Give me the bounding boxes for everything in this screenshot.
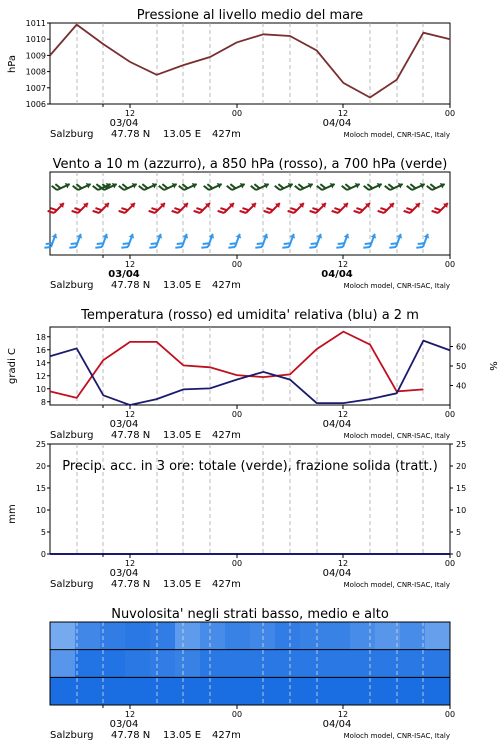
barb-850hpa [264,199,282,217]
barb-feather [282,245,289,250]
barb-feather [416,245,423,250]
barb-850hpa [240,199,258,217]
x-tick-label: 12 [337,710,349,719]
barb-10m [175,232,189,251]
x-tick-label: 00 [444,410,456,419]
y-axis-label-right: % [487,361,498,371]
y-tick-label: 1009 [25,51,46,61]
chart-title: Pressione al livello medio del mare [136,8,364,23]
barb-850hpa [218,199,236,217]
barb-700hpa [317,179,336,194]
location-elevation: 427m [212,579,241,590]
x-tick-label: 00 [231,109,243,118]
cloud-cell-alto [175,622,200,650]
y-tick-label: 10 [35,506,46,515]
y-tick-label: 1010 [25,35,46,45]
location-elevation: 427m [212,280,241,291]
chart-title: Precip. acc. in 3 ore: totale (verde), frazione solida (tratt.) [62,459,438,474]
location-elevation: 427m [212,730,241,741]
x-tick-label: 12 [337,410,349,419]
date-label: 04/04 [322,118,352,129]
barb-10m [44,232,58,251]
y-tick-label-right: 5 [456,528,462,537]
cloud-cell-basso [50,677,75,705]
y-tick-label: 18 [35,332,46,342]
date-label: 03/04 [109,719,139,730]
barb-feather [363,245,370,250]
barb-850hpa [378,199,396,217]
x-tick-label: 00 [444,260,456,269]
location-name: Salzburg [50,280,94,291]
barb-10m [282,232,296,251]
y-tick-label: 1006 [25,100,46,109]
x-tick-label: 12 [337,260,349,269]
barb-700hpa [227,179,246,194]
location-name: Salzburg [50,730,94,741]
cloud-cell-medio [75,650,100,678]
cloud-cell-alto [350,622,375,650]
cloud-cell-basso [375,677,400,705]
y-tick-label: 20 [35,462,46,471]
panel-3 [7,308,498,441]
cloud-cell-medio [150,650,175,678]
barb-10m [228,232,242,251]
barb-feather [336,245,343,250]
barb-feather [309,245,316,250]
temperature-line [50,332,423,398]
cloud-cell-medio [250,650,275,678]
barb-feather [175,245,182,250]
model-credit: Moloch model, CNR-ISAC, Italy [343,282,450,290]
y-axis-label: hPa [7,54,18,74]
barb-feather [228,245,235,250]
barb-10m [363,232,377,251]
cloud-cell-medio [300,650,325,678]
barb-700hpa [385,179,404,194]
panel-frame [50,327,450,405]
cloud-cell-basso [400,677,425,705]
location-lat: 47.78 N [111,129,151,140]
cloud-cell-alto [400,622,425,650]
cloud-cell-basso [225,677,250,705]
barb-10m [149,232,163,251]
barb-700hpa [204,179,223,194]
location-lat: 47.78 N [111,430,151,441]
y-axis-label: mm [7,504,18,524]
x-tick-label: 12 [124,410,136,419]
cloud-cell-alto [325,622,350,650]
barb-feather [121,245,128,250]
date-label: 04/04 [321,269,353,280]
y-tick-label: 0 [40,550,46,559]
barb-850hpa [310,199,328,217]
date-label: 03/04 [109,419,139,430]
cloud-cell-medio [400,650,425,678]
barb-700hpa [73,179,92,194]
location-lat: 47.78 N [111,579,151,590]
location-name: Salzburg [50,430,94,441]
cloud-cell-basso [100,677,125,705]
cloud-cell-medio [275,650,300,678]
y-tick-label-right: 40 [456,381,467,391]
x-tick-label: 12 [124,559,136,568]
barb-700hpa [179,179,198,194]
x-tick-label: 12 [337,559,349,568]
barb-10m [389,232,403,251]
cloud-cell-alto [300,622,325,650]
cloud-cell-alto [275,622,300,650]
location-elevation: 427m [212,129,241,140]
barb-feather [201,245,208,250]
cloud-cell-medio [50,650,75,678]
date-label: 03/04 [109,568,139,579]
barb-700hpa [52,179,71,194]
barb-feather [255,245,262,250]
barb-700hpa [295,179,314,194]
barb-850hpa [354,199,372,217]
cloud-cell-basso [300,677,325,705]
cloud-cell-basso [200,677,225,705]
barb-feather [389,245,396,250]
x-tick-label: 12 [337,109,349,118]
panel-5 [50,607,455,741]
x-tick-label: 00 [231,410,243,419]
y-tick-label-right: 0 [456,550,462,559]
cloud-cell-medio [100,650,125,678]
y-tick-label: 25 [35,440,46,449]
barb-10m [201,232,215,251]
cloud-cell-alto [250,622,275,650]
barb-850hpa [72,199,90,217]
cloud-cell-alto [75,622,100,650]
barb-850hpa [332,199,350,217]
x-tick-label: 00 [444,109,456,118]
cloud-cell-basso [325,677,350,705]
panel-1 [7,8,455,140]
cloud-cell-alto [125,622,150,650]
cloud-cell-basso [175,677,200,705]
date-label: 04/04 [322,568,352,579]
y-tick-label: 8 [40,397,46,407]
model-credit: Moloch model, CNR-ISAC, Italy [343,581,450,589]
barb-850hpa [194,199,212,217]
barb-10m [121,232,135,251]
y-tick-label-right: 10 [456,506,467,515]
barb-700hpa [342,179,361,194]
y-tick-label: 1011 [25,19,46,28]
cloud-cell-medio [375,650,400,678]
cloud-cell-basso [350,677,375,705]
y-axis-label: gradi C [7,348,18,384]
x-tick-label: 00 [231,559,243,568]
y-tick-label: 5 [40,528,46,537]
model-credit: Moloch model, CNR-ISAC, Italy [343,432,450,440]
location-lon: 13.05 E [163,129,202,140]
x-tick-label: 00 [231,260,243,269]
barb-700hpa [427,179,446,194]
cloud-cell-alto [50,622,75,650]
y-tick-label: 14 [35,358,46,368]
location-lat: 47.78 N [111,730,151,741]
barb-700hpa [119,179,138,194]
cloud-cell-basso [275,677,300,705]
barb-feather [69,245,76,250]
date-label: 03/04 [109,118,139,129]
barb-700hpa [139,179,158,194]
y-tick-label: 15 [35,484,46,493]
barb-850hpa [93,199,111,217]
location-lon: 13.05 E [163,730,202,741]
x-tick-label: 00 [444,710,456,719]
cloud-cell-medio [200,650,225,678]
barb-850hpa [404,199,422,217]
barb-10m [69,232,83,251]
barb-feather [95,245,102,250]
barb-700hpa [275,179,294,194]
x-tick-label: 12 [124,260,136,269]
barb-10m [336,232,350,251]
y-tick-label-right: 20 [456,462,467,471]
y-tick-label: 1008 [25,67,46,77]
cloud-cell-alto [100,622,125,650]
y-tick-label: 1007 [25,83,46,93]
date-label: 04/04 [322,719,352,730]
barb-10m [255,232,269,251]
y-tick-label: 10 [35,384,46,394]
location-elevation: 427m [212,430,241,441]
location-lon: 13.05 E [163,430,202,441]
cloud-cell-medio [350,650,375,678]
x-tick-label: 00 [444,559,456,568]
cloud-cell-basso [150,677,175,705]
chart-title: Nuvolosita' negli strati basso, medio e alto [111,607,389,622]
barb-850hpa [172,199,190,217]
location-name: Salzburg [50,129,94,140]
chart-title: Vento a 10 m (azzurro), a 850 hPa (rosso), a 700 hPa (verde) [52,157,448,172]
panel-frame [50,23,450,104]
cloud-cell-alto [375,622,400,650]
cloud-cell-basso [125,677,150,705]
y-tick-label-right: 25 [456,440,467,449]
cloud-cell-medio [175,650,200,678]
location-name: Salzburg [50,579,94,590]
barb-700hpa [251,179,270,194]
cloud-cell-basso [425,677,450,705]
panel-4 [7,440,466,590]
cloud-cell-basso [250,677,275,705]
barb-850hpa [432,199,450,217]
pressure-line [50,25,450,98]
date-label: 04/04 [322,419,352,430]
location-lon: 13.05 E [163,579,202,590]
cloud-cell-medio [225,650,250,678]
cloud-cell-medio [425,650,450,678]
location-lat: 47.78 N [111,280,151,291]
x-tick-label: 12 [124,109,136,118]
cloud-cell-medio [125,650,150,678]
y-tick-label: 16 [35,345,46,355]
barb-10m [309,232,323,251]
y-tick-label-right: 15 [456,484,467,493]
barb-700hpa [159,179,178,194]
cloud-cell-alto [150,622,175,650]
barb-700hpa [93,179,112,194]
barb-10m [95,232,109,251]
panel-2 [44,157,455,291]
barb-850hpa [119,199,137,217]
y-tick-label-right: 50 [456,362,467,371]
cloud-cell-alto [225,622,250,650]
model-credit: Moloch model, CNR-ISAC, Italy [343,131,450,139]
model-credit: Moloch model, CNR-ISAC, Italy [343,732,450,740]
cloud-cell-medio [325,650,350,678]
x-tick-label: 12 [124,710,136,719]
y-tick-label: 12 [35,371,46,381]
location-lon: 13.05 E [163,280,202,291]
cloud-cell-alto [200,622,225,650]
barb-700hpa [364,179,383,194]
barb-850hpa [149,199,167,217]
cloud-cell-basso [75,677,100,705]
x-tick-label: 00 [231,710,243,719]
barb-10m [416,232,430,251]
cloud-cell-alto [425,622,450,650]
humidity-line [50,341,450,405]
chart-title: Temperatura (rosso) ed umidita' relativa (blu) a 2 m [81,308,419,323]
date-label: 03/04 [108,269,140,280]
barb-feather [149,245,156,250]
y-tick-label-right: 60 [456,342,467,352]
